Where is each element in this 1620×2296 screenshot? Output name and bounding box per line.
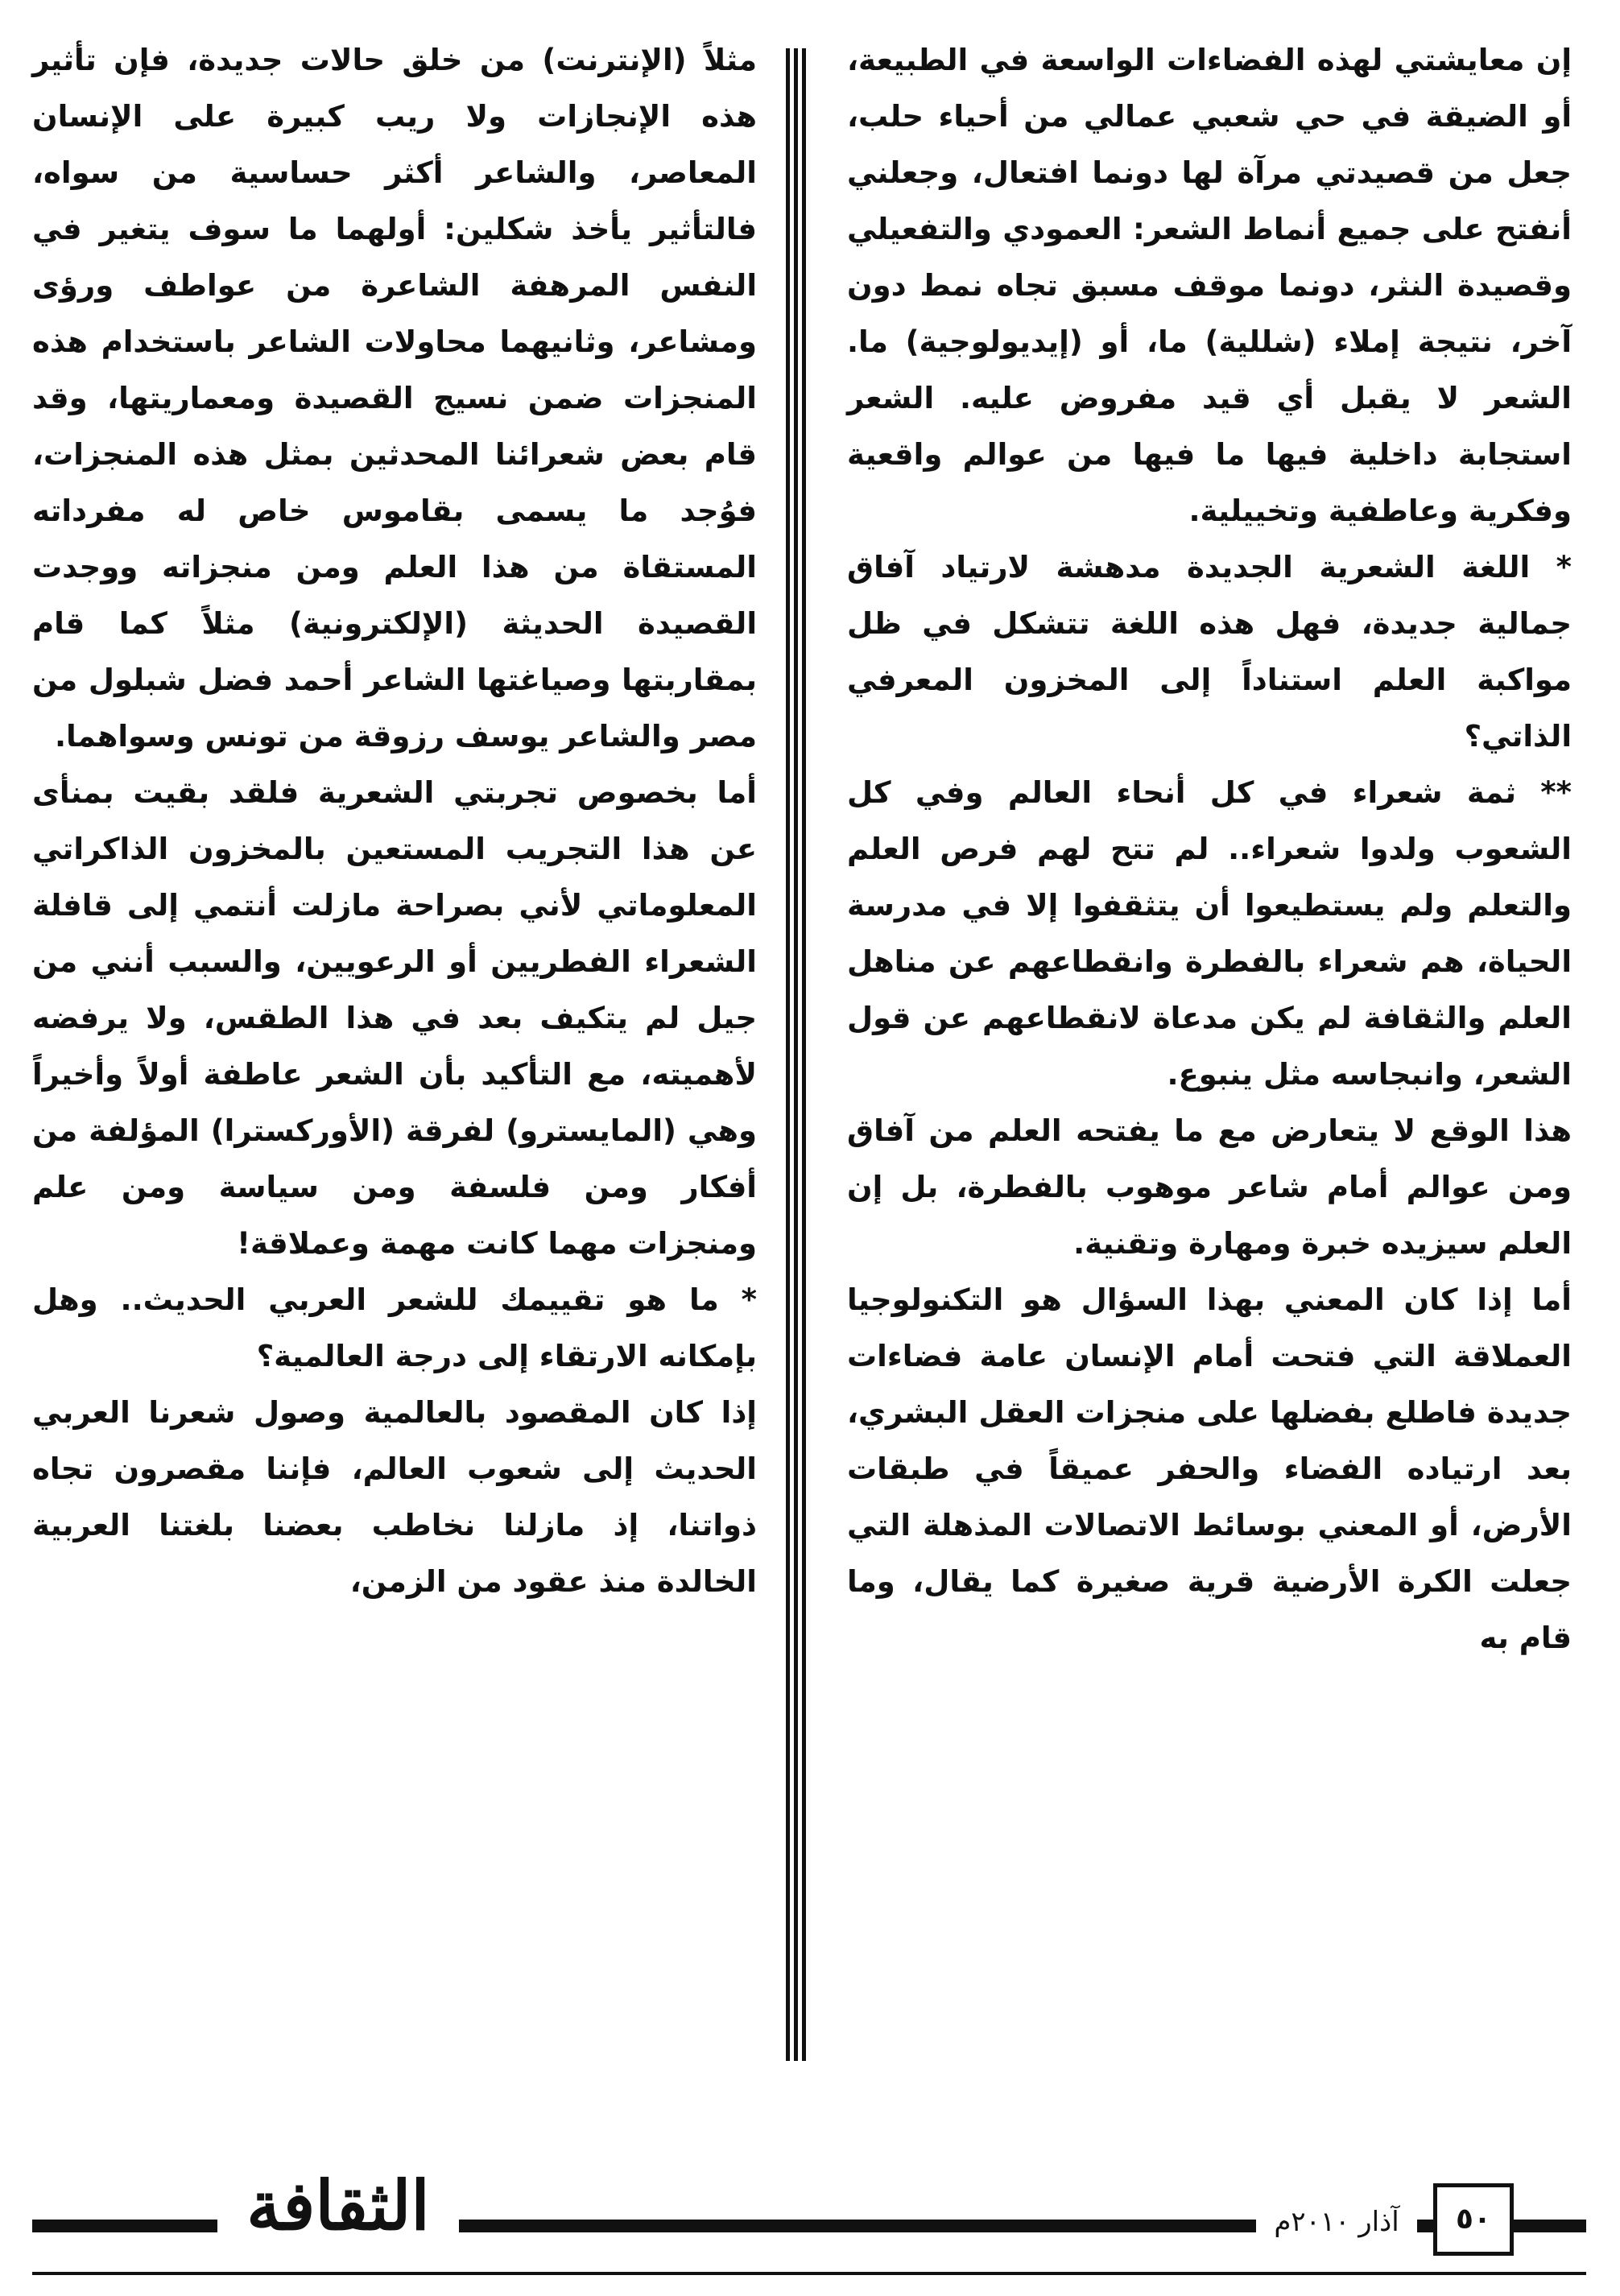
interview-answer: إذا كان المقصود بالعالمية وصول شعرنا العربي الحديث إلى شعوب العالم، فإننا مقصرون تجاه ذواتنا، إذ مازلنا نخاطب بعضنا بلغتنا العربية الخالدة منذ عقود من الزمن، (32, 1395, 757, 1599)
issue-date: آذار ٢٠١٠م (1256, 2190, 1417, 2254)
interview-question: * اللغة الشعرية الجديدة مدهشة لارتياد آفاق جمالية جديدة، فهل هذه اللغة تتشكل في ظل مواكبة العلم استناداً إلى المخزون المعرفي الذاتي؟ (847, 550, 1572, 754)
interview-answer: ** ثمة شعراء في كل أنحاء العالم وفي كل الشعوب ولدوا شعراء.. لم تتح لهم فرص العلم والتعلم ولم يستطيعوا أن يتثقفوا إلا في مدرسة الحياة، هم شعراء بالفطرة وانقطاعهم عن مناهل العلم والثقافة لم يكن مدعاة لانقطاعهم عن قول الشعر، وانبجاسه مثل ينبوع. (847, 775, 1572, 1092)
magazine-logo: الثقافة (217, 2166, 459, 2246)
paragraph: مثلاً (الإنترنت) من خلق حالات جديدة، فإن تأثير هذه الإنجازات ولا ريب كبيرة على الإنسان المعاصر، والشاعر أكثر حساسية من سواه، فالتأثير يأخذ شكلين: أولهما ما سوف يتغير في النفس المرهفة الشاعرة من عواطف ورؤى ومشاعر، وثانيهما محاولات الشاعر باستخدام هذه المنجزات ضمن نسيج القصيدة ومعماريتها، وقد قام بعض شعرائنا المحدثين بمثل هذه المنجزات، فوُجد ما يسمى بقاموس خاص له مفرداته المستقاة من هذا العلم ومن منجزاته ووجدت القصيدة الحديثة (الإلكترونية) مثلاً كما قام بمقاربتها وصياغتها الشاعر أحمد فضل شبلول من مصر والشاعر يوسف رزوقة من تونس وسواهما. (32, 43, 757, 754)
paragraph: أما بخصوص تجربتي الشعرية فلقد بقيت بمنأى عن هذا التجريب المستعين بالمخزون الذاكراتي المعلوماتي لأني بصراحة مازلت أنتمي إلى قافلة الشعراء الفطريين أو الرعويين، والسبب أنني من جيل لم يتكيف بعد في هذا الطقس، ولا يرفضه لأهميته، مع التأكيد بأن الشعر عاطفة أولاً وأخيراً وهي (المايسترو) لفرقة (الأوركسترا) المؤلفة من أفكار ومن فلسفة ومن سياسة ومن علم ومنجزات مهما كانت مهمة وعملاقة! (32, 775, 757, 1261)
column-divider (786, 48, 790, 2061)
interview-question: * ما هو تقييمك للشعر العربي الحديث.. وهل بإمكانه الارتقاء إلى درجة العالمية؟ (32, 1282, 757, 1373)
paragraph: إن معايشتي لهذه الفضاءات الواسعة في الطبيعة، أو الضيقة في حي شعبي عمالي من أحياء حلب، جعل من قصيدتي مرآة لها دونما افتعال، وجعلني أنفتح على جميع أنماط الشعر: العمودي والتفعيلي وقصيدة النثر، دونما موقف مسبق تجاه نمط دون آخر، نتيجة إملاء (شللية) ما، أو (إيديولوجية) ما. الشعر لا يقبل أي قيد مفروض عليه. الشعر استجابة داخلية فيها ما فيها من عوالم واقعية وفكرية وعاطفية وتخييلية. (847, 43, 1572, 528)
column-divider (794, 48, 798, 2061)
article-column-left (32, 32, 757, 1610)
column-divider (802, 48, 806, 2061)
paragraph: هذا الوقع لا يتعارض مع ما يفتحه العلم من آفاق ومن عوالم أمام شاعر موهوب بالفطرة، بل إن العلم سيزيده خبرة ومهارة وتقنية. (847, 1113, 1572, 1261)
page-number: ٥٠ (1433, 2183, 1514, 2256)
article-column-right (847, 32, 1572, 1666)
bottom-rule (32, 2272, 1586, 2275)
paragraph: أما إذا كان المعني بهذا السؤال هو التكنولوجيا العملاقة التي فتحت أمام الإنسان عامة فضاءات جديدة فاطلع بفضلها على منجزات العقل البشري، بعد ارتياده الفضاء والحفر عميقاً في طبقات الأرض، أو المعني بوسائط الاتصالات المذهلة التي جعلت الكرة الأرضية قرية صغيرة كما يقال، وما قام به (847, 1282, 1572, 1655)
